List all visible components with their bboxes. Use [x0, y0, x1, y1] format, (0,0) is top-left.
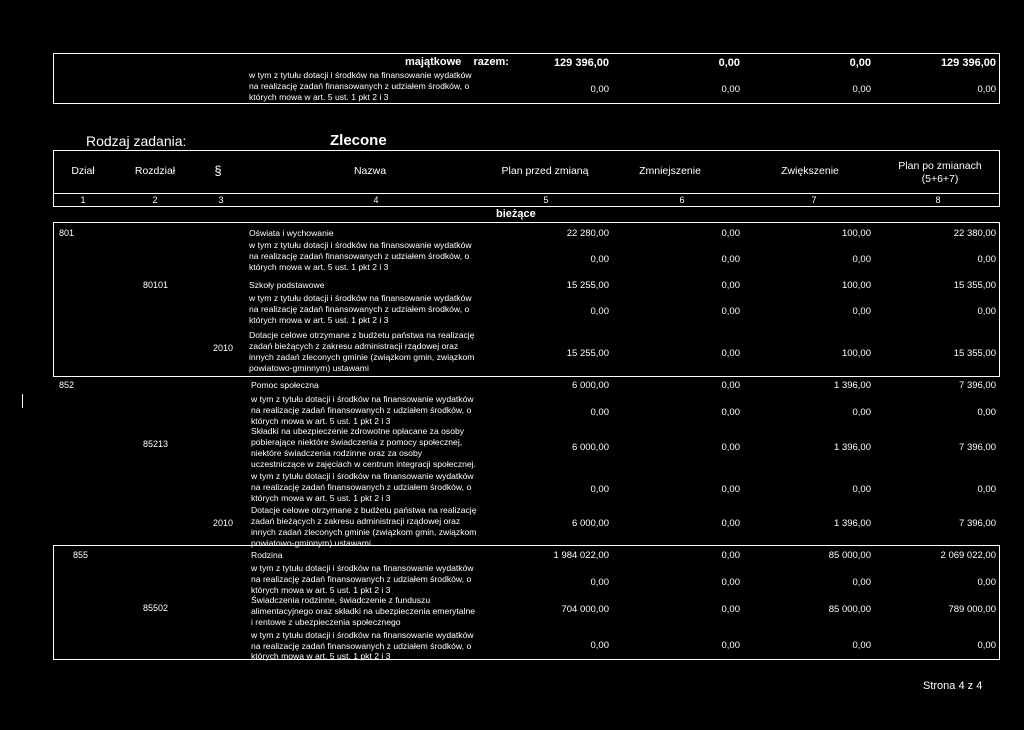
row-855-code: 855: [73, 550, 89, 560]
row-2010b-code: 2010: [213, 518, 234, 528]
row-80101-decrease: 0,00: [721, 280, 740, 291]
row-85502-sub-text-3: których mowa w art. 5 ust. 1 pkt 2 i 3: [251, 651, 391, 661]
row-85502-decrease: 0,00: [721, 604, 740, 615]
row-85502-sub-increase: 0,00: [852, 640, 871, 651]
header-nazwa: Nazwa: [353, 165, 387, 177]
top-total-label: majątkowe razem:: [405, 56, 509, 68]
row-80101-increase: 100,00: [841, 280, 871, 291]
top-total-increase: 0,00: [849, 57, 871, 69]
row-852-sub-increase: 0,00: [852, 407, 871, 418]
row-852-after: 7 396,00: [959, 380, 996, 391]
row-2010b-decrease: 0,00: [721, 518, 740, 529]
row-80101-code: 80101: [143, 280, 169, 290]
header-paragraf: §: [214, 163, 222, 178]
row-85502-sub-after: 0,00: [977, 640, 996, 651]
row-852-sub-after: 0,00: [977, 407, 996, 418]
row-801-sub-text-2: na realizację zadań finansowanych z udziałem środków, o: [249, 251, 470, 261]
row-801-sub-increase: 0,00: [852, 254, 871, 265]
row-80101-sub-text-2: na realizację zadań finansowanych z udziałem środków, o: [249, 304, 470, 314]
row-852-sub-decrease: 0,00: [721, 407, 740, 418]
row-85502-increase: 85 000,00: [828, 604, 871, 615]
row-85502-text-3: i rentowe z ubezpieczenia społecznego: [251, 617, 401, 627]
row-85213-text-3: niektóre świadczenia rodzinne oraz za osoby: [251, 448, 423, 458]
row-85213-increase: 1 396,00: [834, 442, 871, 453]
top-total-plan: 129 396,00: [553, 57, 609, 69]
row-2010b-after: 7 396,00: [959, 518, 996, 529]
row-801-decrease: 0,00: [721, 228, 740, 239]
row-85502-text-1: Świadczenia rodzinne, świadczenie z funduszu: [251, 595, 431, 605]
row-855-sub-text-1: w tym z tytułu dotacji i środków na finansowanie wydatków: [251, 563, 474, 573]
row-801-increase: 100,00: [841, 228, 871, 239]
row-80101-sub-after: 0,00: [977, 306, 996, 317]
row-80101-plan: 15 255,00: [566, 280, 609, 291]
row-2010a-after: 15 355,00: [953, 348, 996, 359]
row-801-name: Oświata i wychowanie: [249, 228, 334, 238]
row-2010a-decrease: 0,00: [721, 348, 740, 359]
row-852-increase: 1 396,00: [834, 380, 871, 391]
row-2010b-text-4: powiatowo-gminnym) ustawami: [251, 538, 371, 548]
row-80101-sub-plan: 0,00: [590, 306, 609, 317]
row-855-sub-text-2: na realizację zadań finansowanych z udziałem środków, o: [251, 574, 472, 584]
row-85502-sub-text-1: w tym z tytułu dotacji i środków na finansowanie wydatków: [251, 630, 474, 640]
section-label: bieżące: [496, 208, 536, 220]
col-number-3: 3: [218, 195, 224, 205]
top-sub-value-4: 0,00: [977, 84, 996, 95]
row-801-plan: 22 280,00: [566, 228, 609, 239]
row-801-after: 22 380,00: [953, 228, 996, 239]
col-number-5: 5: [543, 195, 549, 205]
row-85502-after: 789 000,00: [948, 604, 996, 615]
row-801-sub-text-3: których mowa w art. 5 ust. 1 pkt 2 i 3: [249, 262, 389, 272]
col-number-7: 7: [811, 195, 817, 205]
col-number-1: 1: [80, 195, 86, 205]
row-80101-sub-decrease: 0,00: [721, 306, 740, 317]
row-85502-code: 85502: [143, 603, 169, 613]
row-855-after: 2 069 022,00: [940, 550, 996, 561]
row-85213-sub-text-2: na realizację zadań finansowanych z udziałem środków, o: [251, 482, 472, 492]
row-80101-after: 15 355,00: [953, 280, 996, 291]
header-plan-przed: Plan przed zmianą: [501, 165, 589, 177]
row-2010b-text-1: Dotacje celowe otrzymane z budżetu państwa na realizację: [251, 505, 477, 515]
row-85213-sub-plan: 0,00: [590, 484, 609, 495]
col-number-2: 2: [152, 195, 158, 205]
row-855-increase: 85 000,00: [828, 550, 871, 561]
top-sub-value-1: 0,00: [590, 84, 609, 95]
header-zwiekszenie: Zwiększenie: [781, 165, 839, 177]
top-sub-value-2: 0,00: [721, 84, 740, 95]
top-total-after: 129 396,00: [940, 57, 996, 69]
row-855-sub-text-3: których mowa w art. 5 ust. 1 pkt 2 i 3: [251, 585, 391, 595]
row-2010a-text-2: zadań bieżących z zakresu administracji rządowej oraz: [249, 341, 459, 351]
top-sub-text-1: w tym z tytułu dotacji i środków na finansowanie wydatków: [249, 70, 472, 80]
row-852-sub-text-3: których mowa w art. 5 ust. 1 pkt 2 i 3: [251, 416, 391, 426]
row-85213-sub-increase: 0,00: [852, 484, 871, 495]
row-80101-sub-increase: 0,00: [852, 306, 871, 317]
row-80101-sub-text-3: których mowa w art. 5 ust. 1 pkt 2 i 3: [249, 315, 389, 325]
row-85502-plan: 704 000,00: [561, 604, 609, 615]
row-801-sub-decrease: 0,00: [721, 254, 740, 265]
row-85502-sub-plan: 0,00: [590, 640, 609, 651]
row-852-sub-text-2: na realizację zadań finansowanych z udziałem środków, o: [251, 405, 472, 415]
row-85213-sub-decrease: 0,00: [721, 484, 740, 495]
row-852-name: Pomoc społeczna: [251, 380, 319, 390]
row-855-sub-decrease: 0,00: [721, 577, 740, 588]
row-855-decrease: 0,00: [721, 550, 740, 561]
row-85213-after: 7 396,00: [959, 442, 996, 453]
row-852-plan: 6 000,00: [572, 380, 609, 391]
header-plan-po-line2: (5+6+7): [921, 173, 959, 185]
row-2010b-text-2: zadań bieżących z zakresu administracji rządowej oraz: [251, 516, 461, 526]
col-number-6: 6: [679, 195, 685, 205]
row-2010a-text-4: powiatowo-gminnym) ustawami: [249, 363, 369, 373]
row-85213-text-2: pobierające niektóre świadczenia z pomocy społecznej,: [251, 437, 463, 447]
row-85502-sub-decrease: 0,00: [721, 640, 740, 651]
header-dzial: Dział: [71, 165, 95, 177]
row-85213-code: 85213: [143, 439, 169, 449]
row-852-sub-text-1: w tym z tytułu dotacji i środków na finansowanie wydatków: [251, 394, 474, 404]
top-total-decrease: 0,00: [718, 57, 740, 69]
row-2010a-text-1: Dotacje celowe otrzymane z budżetu państwa na realizację: [249, 330, 475, 340]
row-2010a-plan: 15 255,00: [566, 348, 609, 359]
row-85213-text-1: Składki na ubezpieczenie zdrowotne opłacane za osoby: [251, 426, 465, 436]
row-801-code: 801: [59, 228, 75, 238]
row-852-decrease: 0,00: [721, 380, 740, 391]
row-85213-sub-text-3: których mowa w art. 5 ust. 1 pkt 2 i 3: [251, 493, 391, 503]
row-85213-plan: 6 000,00: [572, 442, 609, 453]
row-855-sub-plan: 0,00: [590, 577, 609, 588]
row-855-plan: 1 984 022,00: [553, 550, 609, 561]
row-2010b-text-3: innych zadań zleconych gminie (związkom gmin, związkom: [251, 527, 477, 537]
row-85213-text-4: uczestniczące w zajęciach w centrum integracji społecznej.: [251, 459, 476, 469]
top-sub-text-3: których mowa w art. 5 ust. 1 pkt 2 i 3: [249, 92, 389, 102]
row-855-sub-after: 0,00: [977, 577, 996, 588]
row-2010b-increase: 1 396,00: [834, 518, 871, 529]
row-2010a-text-3: innych zadań zleconych gminie (związkom gmin, związkom: [249, 352, 475, 362]
row-85213-decrease: 0,00: [721, 442, 740, 453]
row-801-sub-text-1: w tym z tytułu dotacji i środków na finansowanie wydatków: [249, 240, 472, 250]
page-number: Strona 4 z 4: [923, 680, 983, 692]
top-sub-value-3: 0,00: [852, 84, 871, 95]
header-plan-po-line1: Plan po zmianach: [898, 160, 982, 172]
row-801-sub-plan: 0,00: [590, 254, 609, 265]
row-2010a-increase: 100,00: [841, 348, 871, 359]
row-855-sub-increase: 0,00: [852, 577, 871, 588]
row-2010a-code: 2010: [213, 343, 234, 353]
row-85213-sub-text-1: w tym z tytułu dotacji i środków na finansowanie wydatków: [251, 471, 474, 481]
row-85502-text-2: alimentacyjnego oraz składki na ubezpieczenia emerytalne: [251, 606, 476, 616]
task-type-label: Rodzaj zadania:: [86, 133, 187, 149]
row-852-sub-plan: 0,00: [590, 407, 609, 418]
header-rozdzial: Rozdział: [134, 165, 176, 177]
top-sub-text-2: na realizację zadań finansowanych z udziałem środków, o: [249, 81, 470, 91]
row-85502-sub-text-2: na realizację zadań finansowanych z udziałem środków, o: [251, 641, 472, 651]
row-80101-name: Szkoły podstawowe: [249, 280, 325, 290]
row-852-code: 852: [59, 380, 75, 390]
header-zmniejszenie: Zmniejszenie: [639, 165, 701, 177]
row-85213-sub-after: 0,00: [977, 484, 996, 495]
row-855-name: Rodzina: [251, 550, 283, 560]
col-number-8: 8: [935, 195, 941, 205]
task-type-value: Zlecone: [330, 132, 387, 149]
row-2010b-plan: 6 000,00: [572, 518, 609, 529]
col-number-4: 4: [373, 195, 379, 205]
row-801-sub-after: 0,00: [977, 254, 996, 265]
row-80101-sub-text-1: w tym z tytułu dotacji i środków na finansowanie wydatków: [249, 293, 472, 303]
